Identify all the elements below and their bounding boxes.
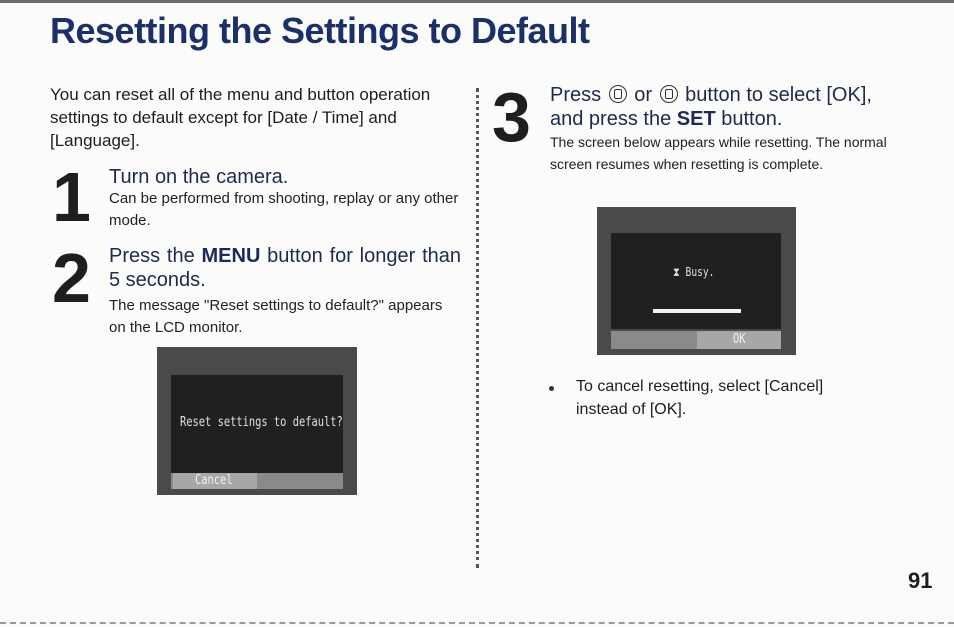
lcd-reset-prompt-screen <box>157 347 357 495</box>
lcd-busy-message: ⧗ Busy. <box>673 265 715 279</box>
step-2-body: The message "Reset settings to default?" appears on the LCD monitor. <box>109 297 443 336</box>
intro-text: You can reset all of the menu and button operation settings to default except for [Date / Time] and [Language]. <box>50 85 431 150</box>
column-divider <box>476 88 479 568</box>
page-number: 91 <box>908 568 933 593</box>
step-1-body: Can be performed from shooting, replay or any other mode. <box>109 190 459 229</box>
right-button-icon <box>660 85 678 103</box>
hourglass-icon: ⧗ <box>673 265 680 279</box>
step-2-number: 2 <box>52 239 87 317</box>
cancel-note: To cancel resetting, select [Cancel] instead of [OK]. <box>576 378 824 418</box>
step-3-number: 3 <box>492 78 527 156</box>
step-2-heading: Press the MENU button for longer than 5 seconds. <box>109 245 461 291</box>
lcd-reset-message: Reset settings to default? <box>180 415 343 430</box>
top-rule <box>0 0 954 3</box>
lcd-ok-label: OK <box>733 332 746 347</box>
bullet-icon <box>549 386 554 391</box>
bottom-rule <box>0 622 954 624</box>
page-title: Resetting the Settings to Default <box>50 10 590 51</box>
lcd-cancel-label: Cancel <box>195 473 233 488</box>
step-3-heading: Press or button to select [OK], and press the SET button. <box>550 84 872 130</box>
lcd-busy-screen <box>597 207 796 355</box>
step-1-number: 1 <box>52 158 87 236</box>
step-1-heading: Turn on the camera. <box>109 166 289 188</box>
step-3-body: The screen below appears while resetting. The normal screen resumes when resetting is complete. <box>550 134 887 172</box>
lcd-progress-bar <box>653 309 741 313</box>
left-button-icon <box>609 85 627 103</box>
